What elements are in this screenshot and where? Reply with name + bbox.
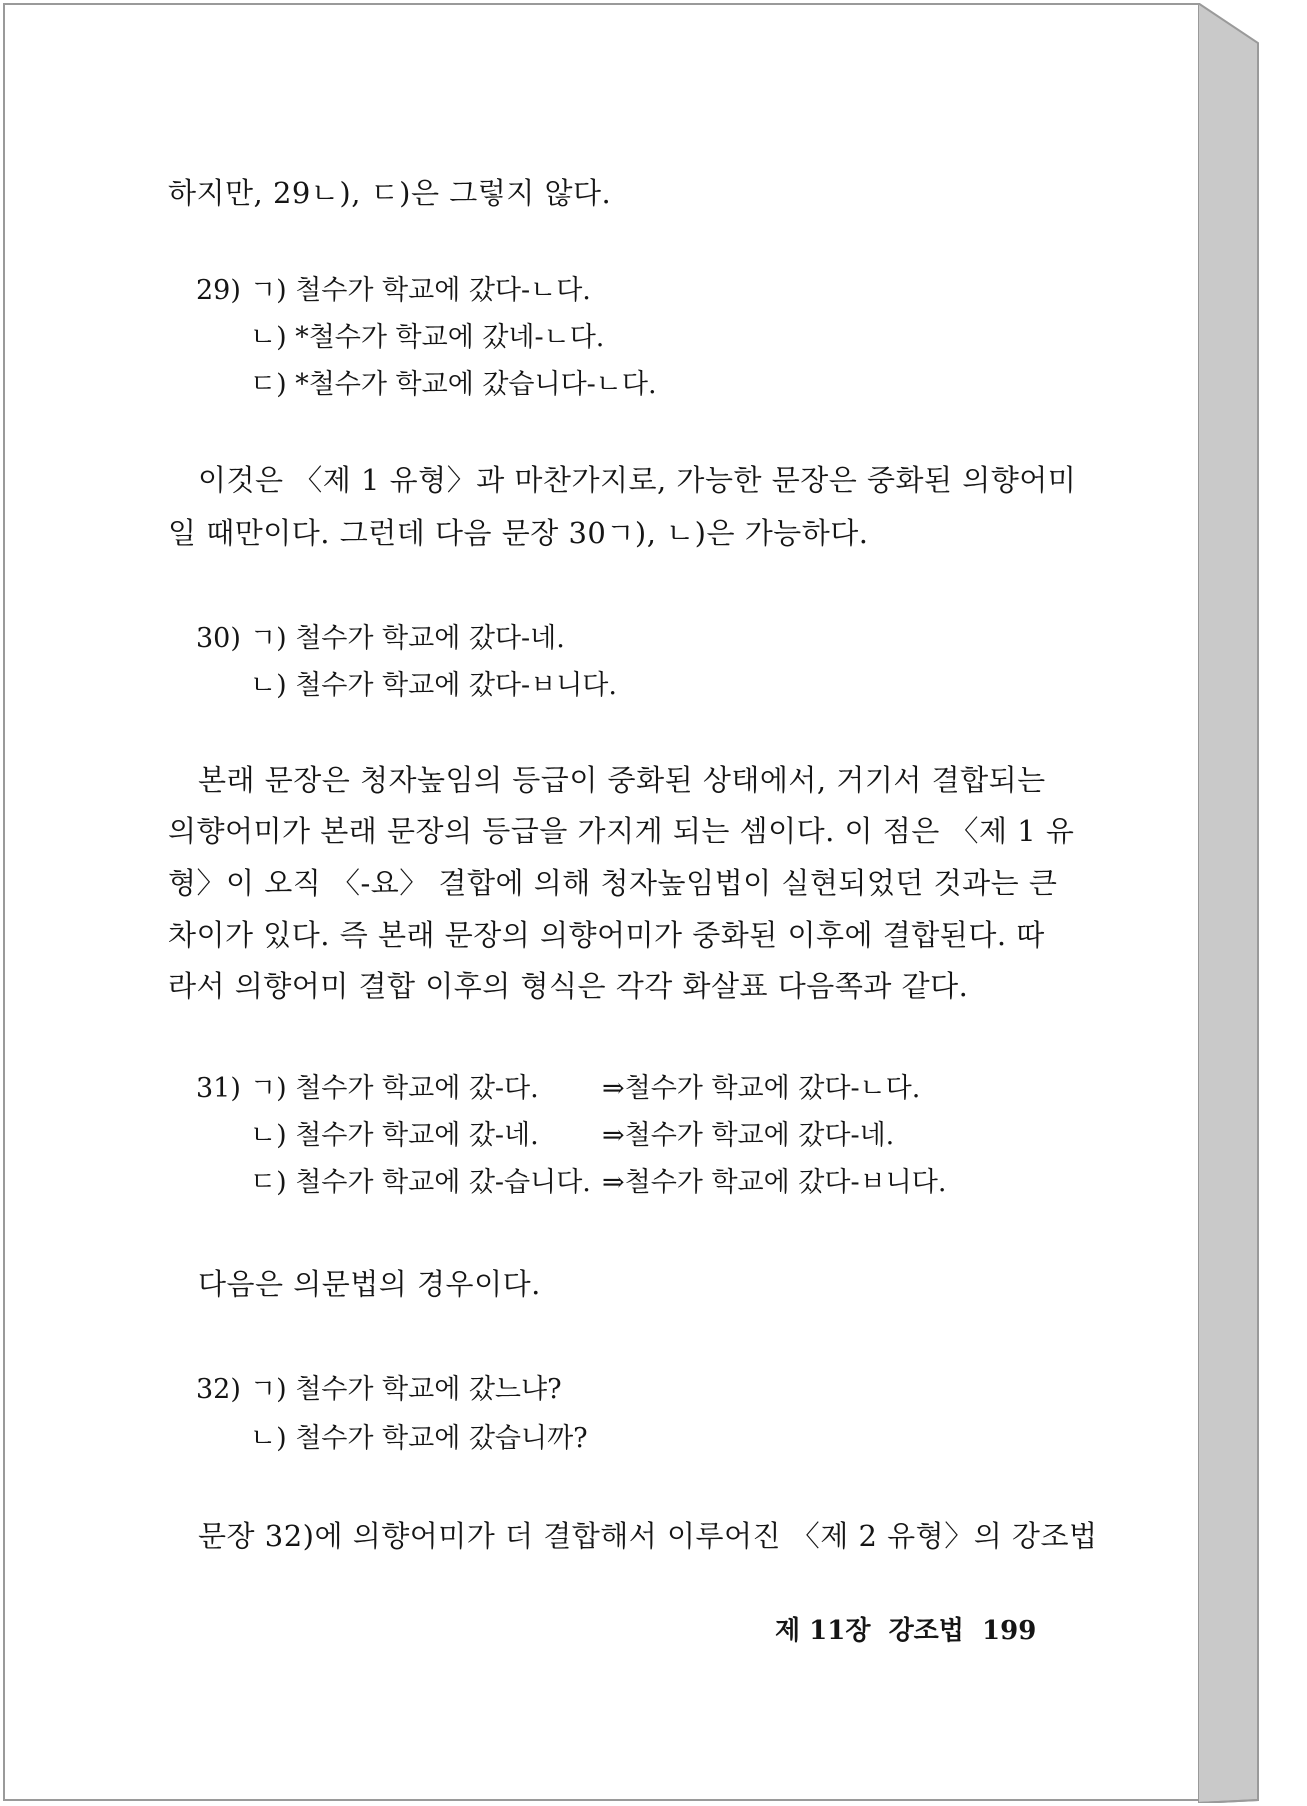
paragraph-line: 본래 문장은 청자높임의 등급이 중화된 상태에서, 거기서 결합되는 xyxy=(198,763,1046,797)
paragraph-line: 의향어미가 본래 문장의 등급을 가지게 되는 셈이다. 이 점은 〈제 1 유 xyxy=(168,814,1075,848)
example-number: 32) xyxy=(196,1374,241,1405)
paragraph-line: 라서 의향어미 결합 이후의 형식은 각각 화살표 다음쪽과 같다. xyxy=(168,969,969,1003)
example-number: 29) xyxy=(196,275,241,306)
example-item: ㄱ) 철수가 학교에 갔-다. xyxy=(250,1073,539,1104)
book-spine xyxy=(1198,3,1307,1803)
paragraph-line: 이것은 〈제 1 유형〉과 마찬가지로, 가능한 문장은 중화된 의향어미 xyxy=(198,463,1077,497)
paragraph-line: 형〉이 오직 〈-요〉 결합에 의해 청자높임법이 실현되었던 것과는 큰 xyxy=(168,866,1058,900)
book-spine-graphic xyxy=(1198,3,1307,1803)
paragraph-line: 하지만, 29ㄴ), ㄷ)은 그렇지 않다. xyxy=(168,176,612,210)
example-item: ㄷ) 철수가 학교에 갔-습니다. xyxy=(250,1167,591,1198)
paragraph-line: 문장 32)에 의향어미가 더 결합해서 이루어진 〈제 2 유형〉의 강조법 xyxy=(198,1519,1098,1553)
example-item: ㄴ) *철수가 학교에 갔네-ㄴ다. xyxy=(250,322,605,353)
example-item: ㄷ) *철수가 학교에 갔습니다-ㄴ다. xyxy=(250,369,657,400)
example-number: 31) xyxy=(196,1073,241,1104)
page-footer: 제 11장 강조법 199 xyxy=(775,1616,1037,1646)
example-arrow-result: ⇒철수가 학교에 갔다-ㅂ니다. xyxy=(602,1167,947,1198)
paragraph-line: 차이가 있다. 즉 본래 문장의 의향어미가 중화된 이후에 결합된다. 따 xyxy=(168,918,1045,952)
example-item: ㄱ) 철수가 학교에 갔다-ㄴ다. xyxy=(250,275,591,306)
example-item: ㄱ) 철수가 학교에 갔느냐? xyxy=(250,1374,562,1405)
example-item: ㄴ) 철수가 학교에 갔-네. xyxy=(250,1120,539,1151)
example-number: 30) xyxy=(196,623,241,654)
paragraph-line: 일 때만이다. 그런데 다음 문장 30ㄱ), ㄴ)은 가능하다. xyxy=(168,516,869,550)
example-arrow-result: ⇒철수가 학교에 갔다-네. xyxy=(602,1120,895,1151)
example-item: ㄴ) 철수가 학교에 갔습니까? xyxy=(250,1423,588,1454)
example-arrow-result: ⇒철수가 학교에 갔다-ㄴ다. xyxy=(602,1073,921,1104)
paragraph-line: 다음은 의문법의 경우이다. xyxy=(198,1267,541,1301)
example-item: ㄱ) 철수가 학교에 갔다-네. xyxy=(250,623,565,654)
example-item: ㄴ) 철수가 학교에 갔다-ㅂ니다. xyxy=(250,670,617,701)
